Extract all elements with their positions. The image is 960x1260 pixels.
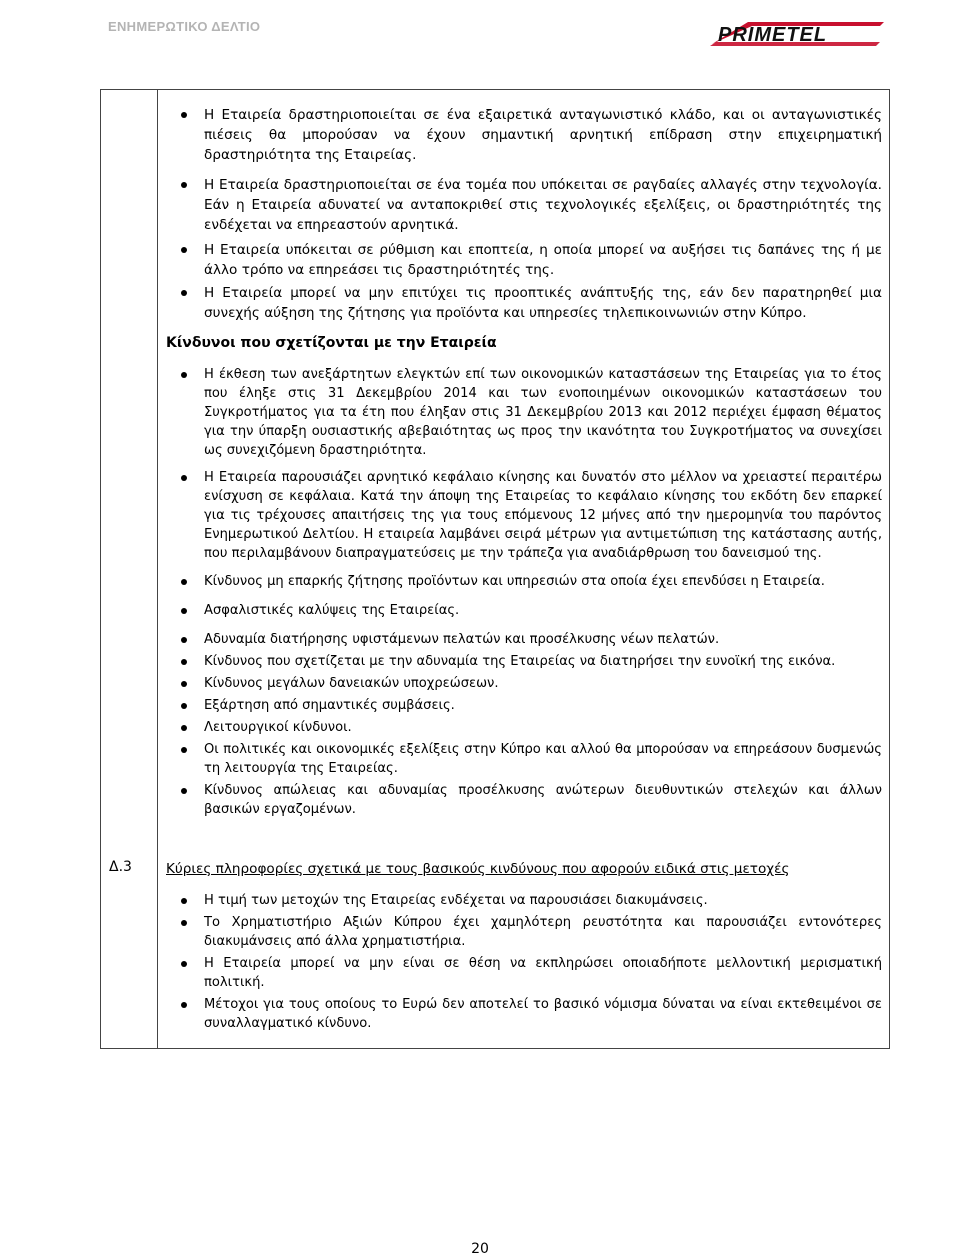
list-item: Το Χρηματιστήριο Αξιών Κύπρου έχει χαμηλότερη ρευστότητα και παρουσιάζει εντονότερες διακυμάνσεις από άλλα χρηματιστήρια.: [166, 913, 882, 951]
list-item: Η Εταιρεία μπορεί να μην είναι σε θέση να εκπληρώσει οποιαδήποτε μελλοντική μερισματική πολιτική.: [166, 954, 882, 992]
company-risks-heading: Κίνδυνοι που σχετίζονται με την Εταιρεία: [166, 335, 497, 351]
list-item: Η Εταιρεία δραστηριοποιείται σε ένα τομέα που υπόκειται σε ραγδαίες αλλαγές στην τεχνολογία. Εάν η Εταιρεία αδυνατεί να ανταποκριθεί στις τεχνολογικές εξελίξεις, οι δραστηριότητές της ενδέχεται να επηρεαστούν αρνητικά.: [166, 175, 882, 235]
list-item: Η τιμή των μετοχών της Εταιρείας ενδέχεται να παρουσιάσει διακυμάνσεις.: [166, 891, 882, 910]
list-item: Η Εταιρεία δραστηριοποιείται σε ένα εξαιρετικά ανταγωνιστικό κλάδο, και οι ανταγωνιστικές πιέσεις θα μπορούσαν να έχουν σημαντική αρνητική επίδραση στην επιχειρηματική δραστηριότητα της Εταιρείας.: [166, 105, 882, 165]
list-item: Κίνδυνος μεγάλων δανειακών υποχρεώσεων.: [166, 674, 882, 693]
list-item: Μέτοχοι για τους οποίους το Ευρώ δεν αποτελεί το βασικό νόμισμα δύναται να είναι εκτεθειμένοι σε συναλλαγματικό κίνδυνο.: [166, 995, 882, 1033]
list-item: Η έκθεση των ανεξάρτητων ελεγκτών επί των οικονομικών καταστάσεων της Εταιρείας για το έτος που έληξε στις 31 Δεκεμβρίου 2014 και των ενοποιημένων οικονομικών καταστάσεων του Συγκροτήματος για τα έτη που έληξαν στις 31 Δεκεμβρίου 2013 και 2012 περιέχει έμφαση θέματος για την ύπαρξη ουσιαστικής αβεβαιότητας ως προς την ικανότητα του Συγκροτήματος να συνεχίσει ως συνεχιζόμενη δραστηριότητα.: [166, 365, 882, 460]
section-d3-number: Δ.3: [109, 859, 132, 875]
content-table: [100, 89, 890, 1049]
primetel-logo: [708, 16, 888, 48]
d3-bullets: [166, 891, 882, 1033]
list-item: Λειτουργικοί κίνδυνοι.: [166, 718, 882, 737]
list-item: Ασφαλιστικές καλύψεις της Εταιρείας.: [166, 601, 882, 620]
list-item: Κίνδυνος που σχετίζεται με την αδυναμία της Εταιρείας να διατηρήσει την ευνοϊκή της εικόνα.: [166, 652, 882, 671]
list-item: Εξάρτηση από σημαντικές συμβάσεις.: [166, 696, 882, 715]
company-risks-list: [166, 365, 882, 819]
logo-text: PRIMETEL: [718, 24, 828, 46]
list-item: Οι πολιτικές και οικονομικές εξελίξεις στην Κύπρο και αλλού θα μπορούσαν να επηρεάσουν δυσμενώς τη λειτουργία της Εταιρείας.: [166, 740, 882, 778]
list-item: Κίνδυνος απώλειας και αδυναμίας προσέλκυσης ανώτερων διευθυντικών στελεχών και άλλων βασικών εργαζομένων.: [166, 781, 882, 819]
column-divider: [157, 90, 158, 1048]
list-item: Η Εταιρεία υπόκειται σε ρύθμιση και εποπτεία, η οποία μπορεί να αυξήσει τις δαπάνες της ή με άλλο τρόπο να επηρεάσει τις δραστηριότητές της.: [166, 240, 882, 280]
list-item: Αδυναμία διατήρησης υφιστάμενων πελατών και προσέλκυσης νέων πελατών.: [166, 630, 882, 649]
section-d3-heading: Κύριες πληροφορίες σχετικά με τους βασικούς κινδύνους που αφορούν ειδικά στις μετοχές: [166, 861, 790, 877]
d2-bullets-top: [166, 105, 882, 323]
list-item: Η Εταιρεία μπορεί να μην επιτύχει τις προοπτικές ανάπτυξής της, εάν δεν παρατηρηθεί μια συνεχής αύξηση της ζήτησης για προϊόντα και υπηρεσίες τηλεπικοινωνιών στην Κύπρο.: [166, 283, 882, 323]
document-header-title: ΕΝΗΜΕΡΩΤΙΚΟ ΔΕΛΤΙΟ: [108, 19, 261, 34]
list-item: Κίνδυνος μη επαρκής ζήτησης προϊόντων και υπηρεσιών στα οποία έχει επενδύσει η Εταιρεία.: [166, 572, 882, 591]
list-item: Η Εταιρεία παρουσιάζει αρνητικό κεφάλαιο κίνησης και δυνατόν στο μέλλον να χρειαστεί περαιτέρω ενίσχυση σε κεφάλαια. Κατά την άποψη της Εταιρείας το κεφάλαιο κίνησης του εκδότη δεν επαρκεί για τις τρέχουσες απαιτήσεις της για τους επόμενους 12 μήνες από την ημερομηνία του παρόντος Ενημερωτικού Δελτίου. Η εταιρεία λαμβάνει σειρά μέτρων για αντιμετώπιση της κατάστασης αυτής, που περιλαμβάνουν διαπραγματεύσεις με την τράπεζα για αναδιάρθρωση του δανεισμού της.: [166, 468, 882, 563]
page-number: 20: [471, 1241, 489, 1257]
